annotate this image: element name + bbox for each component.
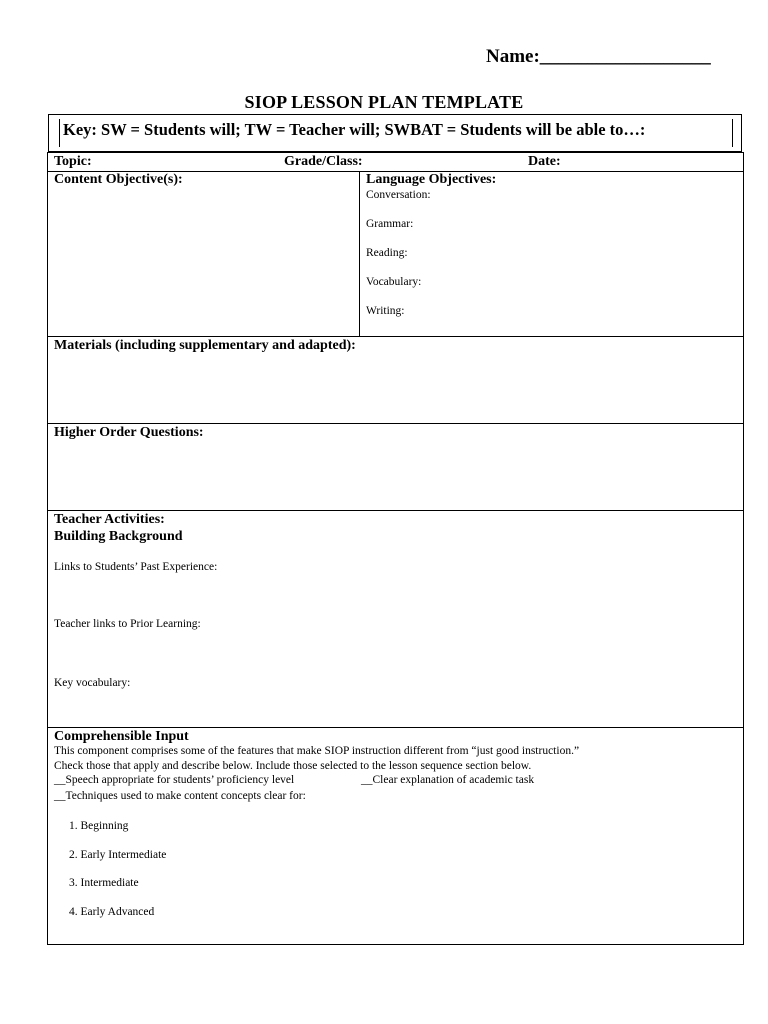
divider [48,510,743,511]
building-background-label: Building Background [54,529,183,544]
key-text: Key: SW = Students will; TW = Teacher will; SWBAT = Students will be able to…: [63,120,646,139]
language-item-grammar: Grammar: [366,218,414,230]
divider [48,727,743,728]
key-box [48,114,742,152]
materials-label: Materials (including supplementary and adapted): [54,338,356,353]
name-field-label: Name:__________________ [486,46,711,67]
level-beginning: 1. Beginning [69,820,129,832]
language-item-writing: Writing: [366,305,405,317]
comprehensible-input-label: Comprehensible Input [54,729,189,744]
checkbox-clear-explanation[interactable]: __Clear explanation of academic task [361,774,535,786]
language-item-conversation: Conversation: [366,189,431,201]
comprehensible-input-instructions: Check those that apply and describe below. Include those selected to the lesson sequence section below. [54,760,532,772]
language-item-reading: Reading: [366,247,408,259]
language-item-vocabulary: Vocabulary: [366,276,422,288]
document-title: SIOP LESSON PLAN TEMPLATE [244,92,524,112]
level-early-advanced: 4. Early Advanced [69,906,155,918]
lesson-plan-table [47,152,744,945]
grade-class-label: Grade/Class: [284,154,363,169]
topic-label: Topic: [54,154,92,169]
key-vocabulary-item: Key vocabulary: [54,677,131,689]
divider [48,423,743,424]
date-label: Date: [528,154,561,169]
past-experience-item: Links to Students’ Past Experience: [54,561,218,573]
comprehensible-input-description: This component comprises some of the features that make SIOP instruction different from “just good instruction.” [54,745,580,757]
checkbox-techniques-used[interactable]: __Techniques used to make content concepts clear for: [54,790,306,802]
content-objectives-label: Content Objective(s): [54,172,183,187]
teacher-activities-label: Teacher Activities: [54,512,165,527]
level-early-intermediate: 2. Early Intermediate [69,849,167,861]
higher-order-questions-label: Higher Order Questions: [54,425,204,440]
level-intermediate: 3. Intermediate [69,877,139,889]
language-objectives-label: Language Objectives: [366,172,497,187]
divider [48,336,743,337]
checkbox-speech-appropriate[interactable]: __Speech appropriate for students’ proficiency level [54,774,295,786]
prior-learning-item: Teacher links to Prior Learning: [54,618,201,630]
objectives-column-divider [359,171,360,336]
